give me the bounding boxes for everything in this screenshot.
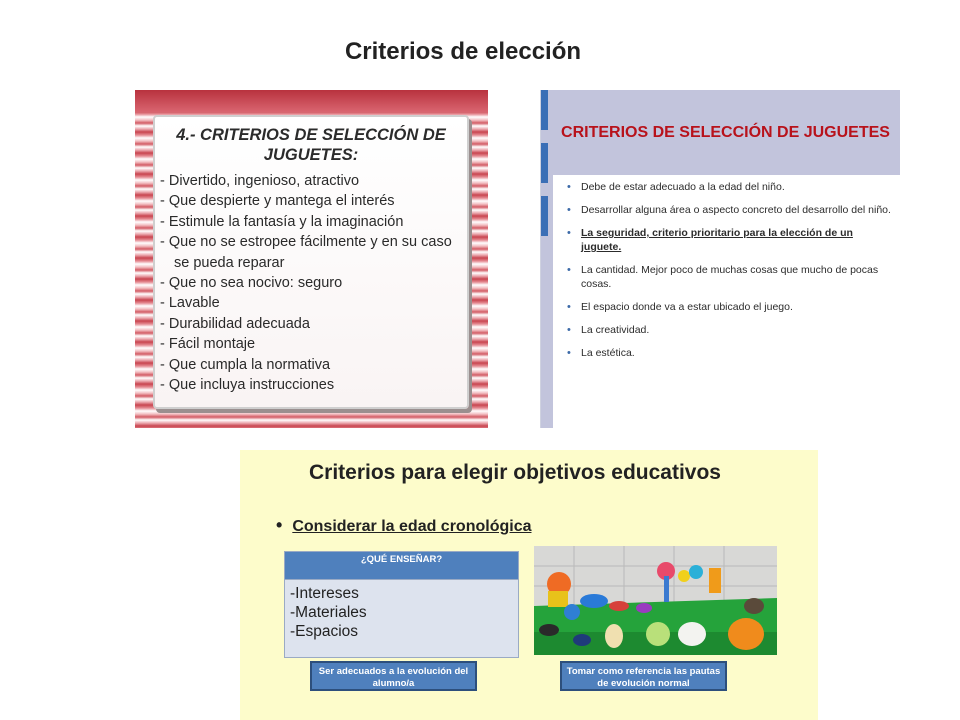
toys-illustration (534, 546, 777, 655)
objectives-image (240, 450, 818, 720)
list-item: - Divertido, ingenioso, atractivo (160, 173, 360, 189)
list-item: -Materiales (290, 604, 367, 621)
panel-title: CRITERIOS DE SELECCIÓN DE JUGUETES (561, 124, 890, 141)
list-item: • La cantidad. Mejor poco de muchas cosas que mucho de pocas cosas. (567, 264, 879, 290)
bullet-icon: • (567, 204, 571, 216)
list-item: - Que no se estropee fácilmente y en su caso (160, 234, 452, 251)
main-point (276, 515, 531, 536)
list-item: se pueda reparar (174, 254, 285, 271)
list-item: - Que no sea nocivo: seguro (160, 275, 343, 292)
slide-title: Criterios de elección (344, 38, 582, 65)
list-item: • La creatividad. (567, 324, 650, 336)
list-item: - Lavable (160, 295, 220, 312)
bullet-icon: • (567, 347, 571, 359)
table-header: ¿QUÉ ENSEÑAR? (285, 552, 518, 580)
card-title: 4.- CRITERIOS DE SELECCIÓN DE JUGUETES: (176, 126, 446, 164)
bullet-icon: • (567, 301, 571, 313)
list-item: • Desarrollar alguna área o aspecto concreto del desarrollo del niño. (567, 204, 891, 216)
decorative-band (135, 90, 488, 112)
toy-criteria-card (153, 115, 469, 409)
toy-criteria-image-right (540, 90, 900, 428)
side-tab (541, 143, 548, 183)
panel-title: Criterios para elegir objetivos educativos (309, 461, 721, 484)
list-item: • Debe de estar adecuado a la edad del niño. (567, 181, 785, 193)
main-point-text: Considerar la edad cronológica (292, 518, 532, 535)
side-tab (541, 196, 548, 236)
bullet-icon: • (567, 264, 571, 276)
what-to-teach-table (284, 551, 519, 658)
reference-box: Tomar como referencia las pautas de evolución normal (560, 661, 727, 691)
table-list (290, 584, 518, 641)
toy-criteria-image-left (135, 90, 488, 428)
list-item: - Que incluya instrucciones (160, 377, 335, 394)
list-item: -Espacios (290, 623, 359, 640)
list-item: - Que cumpla la normativa (160, 356, 331, 373)
side-tabs (541, 90, 548, 428)
bullet-icon: • (567, 181, 571, 193)
bullet-icon: • (567, 227, 571, 239)
bullet-icon: • (276, 515, 283, 535)
criteria-list (155, 171, 467, 395)
evolution-box: Ser adecuados a la evolución del alumno/a (310, 661, 477, 691)
list-item: - Que despierte y mantega el interés (160, 193, 395, 210)
bullet-icon: • (567, 324, 571, 336)
list-item: - Estimule la fantasía y la imaginación (160, 213, 404, 230)
list-item: • El espacio donde va a estar ubicado el juego. (567, 301, 793, 313)
criteria-list (567, 180, 892, 369)
list-item: • La seguridad, criterio prioritario para la elección de un juguete. (567, 227, 853, 253)
list-item: - Durabilidad adecuada (160, 315, 310, 332)
list-item: • La estética. (567, 347, 635, 359)
list-item: -Intereses (290, 585, 359, 602)
side-tab (541, 90, 548, 130)
list-item: - Fácil montaje (160, 336, 256, 353)
toys-photo (534, 546, 777, 655)
